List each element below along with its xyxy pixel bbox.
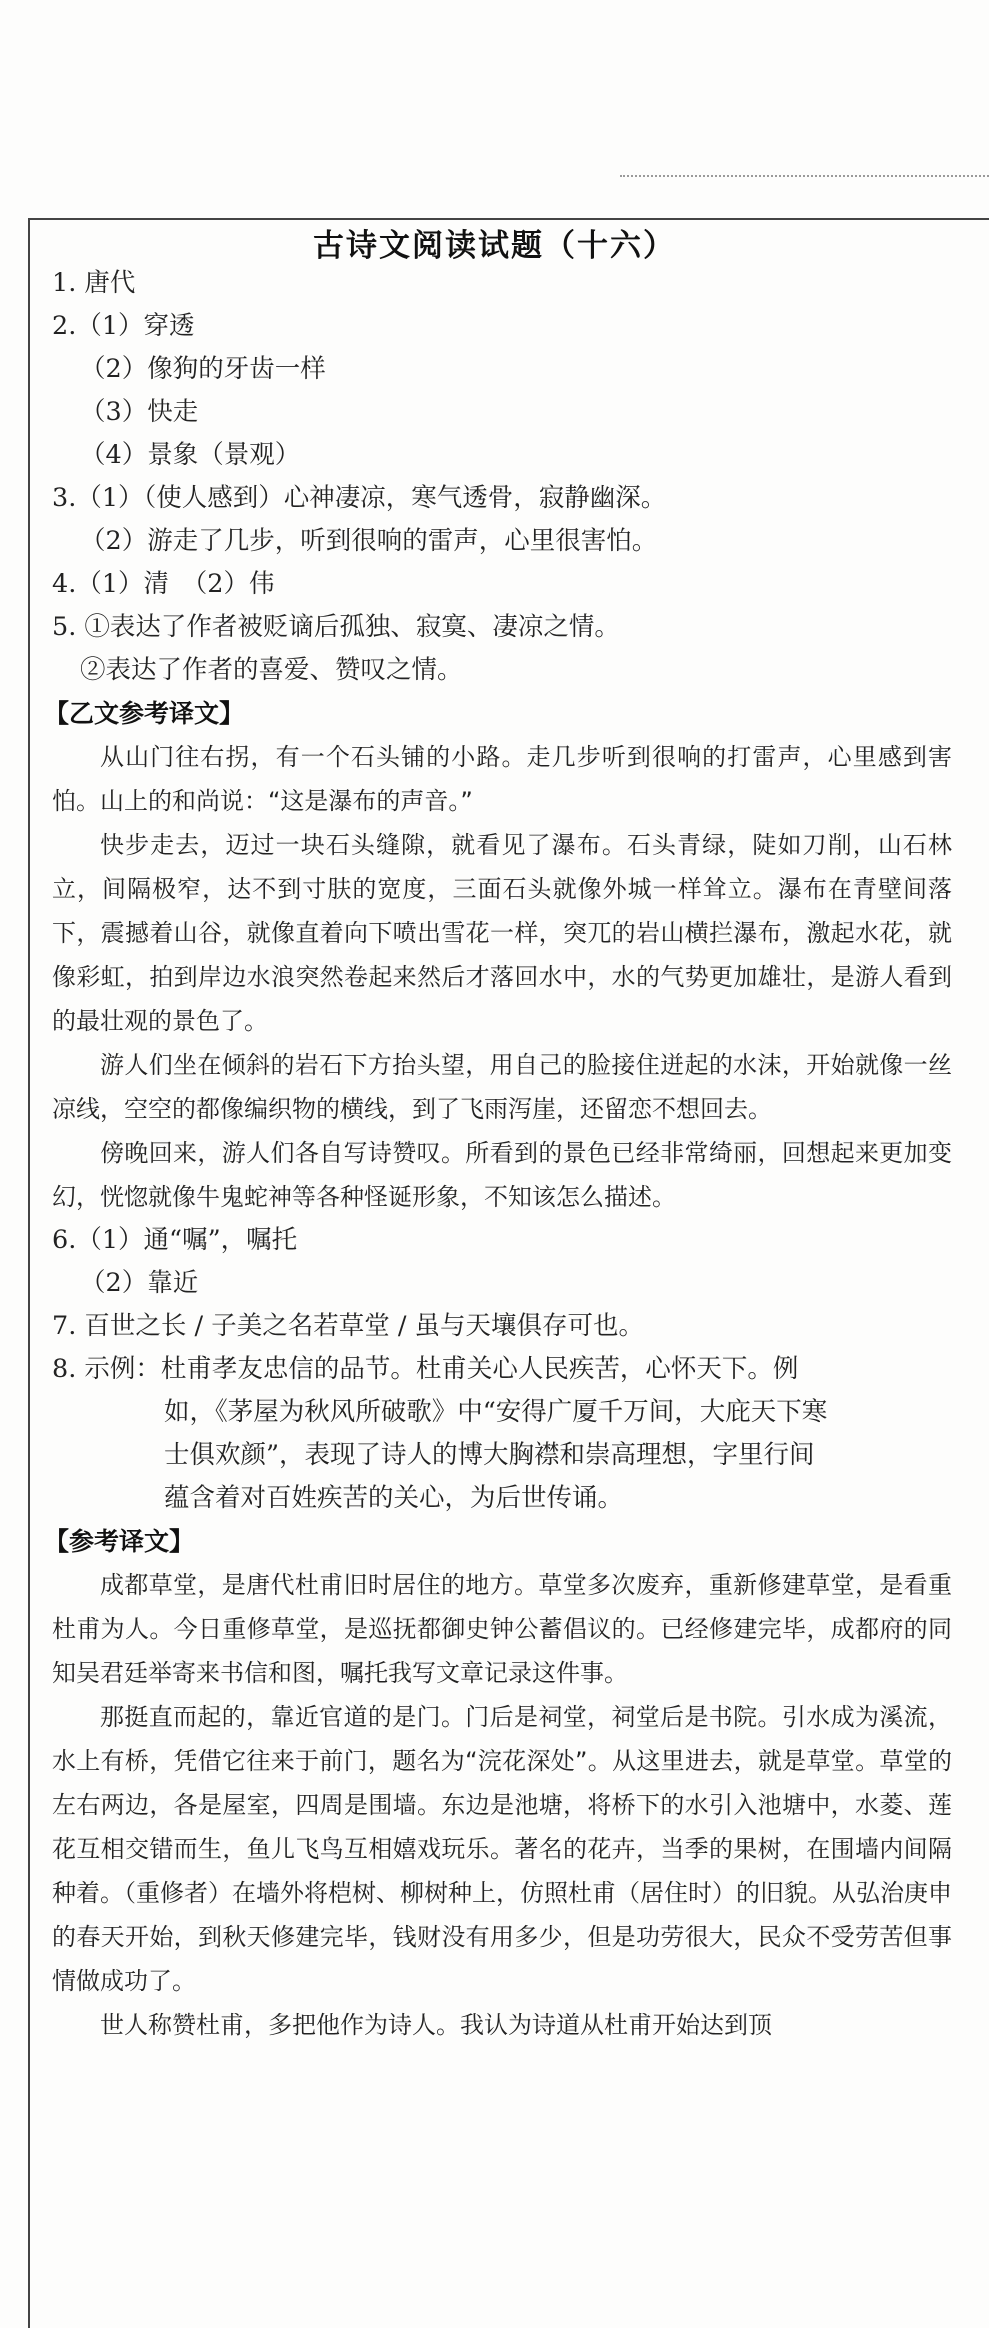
answer-7: 7. 百世之长 / 子美之名若草堂 / 虽与天壤俱存可也。 (52, 1311, 645, 1341)
answer-8-line-2: 如，《茅屋为秋风所破歌》中“安得广厦千万间，大庇天下寒 (164, 1397, 828, 1427)
answer-8-line-3: 士俱欢颜”，表现了诗人的博大胸襟和崇高理想，字里行间 (164, 1440, 815, 1470)
ref-paragraph-3: 世人称赞杜甫，多把他作为诗人。我认为诗道从杜甫开始达到顶 (100, 2011, 772, 2039)
answer-5-2: ②表达了作者的喜爱、赞叹之情。 (80, 655, 463, 685)
answer-6-2: （2）靠近 (80, 1268, 199, 1298)
yi-paragraph-4: 傍晚回来，游人们各自写诗赞叹。所看到的景色已经非常绮丽，回想起来更加变幻，恍惚就像牛鬼蛇神等各种怪诞形象，不知该怎么描述。 (52, 1139, 952, 1211)
answer-3-2: （2）游走了几步，听到很响的雷声，心里很害怕。 (80, 526, 658, 556)
answer-6-1: 6.（1）通“嘱”，嘱托 (52, 1225, 298, 1255)
section-heading-yi: 【乙文参考译文】 (44, 699, 245, 728)
answer-2-4: （4）景象（景观） (80, 440, 301, 470)
answer-2-1: 2.（1）穿透 (52, 311, 195, 341)
answer-3-1: 3.（1）（使人感到）心神凄凉，寒气透骨，寂静幽深。 (52, 483, 667, 513)
answer-2-2: （2）像狗的牙齿一样 (80, 354, 326, 384)
answer-content (44, 262, 952, 2047)
yi-paragraph-1: 从山门往右拐，有一个石头铺的小路。走几步听到很响的打雷声，心里感到害怕。山上的和尚说：“这是瀑布的声音。” (52, 743, 952, 815)
answer-5-1: 5. ①表达了作者被贬谪后孤独、寂寞、凄凉之情。 (52, 612, 620, 642)
answer-8-line-4: 蕴含着对百姓疾苦的关心，为后世传诵。 (164, 1483, 624, 1513)
answer-2-3: （3）快走 (80, 397, 199, 427)
answer-8-line-1: 8. 示例：杜甫孝友忠信的品节。杜甫关心人民疾苦，心怀天下。例 (52, 1354, 799, 1384)
yi-paragraph-2: 快步走去，迈过一块石头缝隙，就看见了瀑布。石头青绿，陡如刀削，山石林立，间隔极窄，达不到寸肤的宽度，三面石头就像外城一样耸立。瀑布在青壁间落下，震撼着山谷，就像直着向下喷出雪花一样，突兀的岩山横拦瀑布，激起水花，就像彩虹，拍到岸边水浪突然卷起来然后才落回水中，水的气势更加雄壮，是游人看到的最壮观的景色了。 (52, 831, 952, 1035)
answer-1: 1. 唐代 (52, 268, 136, 298)
answer-4: 4.（1）清 （2）伟 (52, 569, 275, 599)
top-dotted-rule (620, 175, 989, 177)
yi-paragraph-3: 游人们坐在倾斜的岩石下方抬头望，用自己的脸接住迸起的水沫，开始就像一丝凉线，空空的都像编织物的横线，到了飞雨泻崖，还留恋不想回去。 (52, 1051, 952, 1123)
ref-paragraph-2: 那挺直而起的，靠近官道的是门。门后是祠堂，祠堂后是书院。引水成为溪流，水上有桥，凭借它往来于前门，题名为“浣花深处”。从这里进去，就是草堂。草堂的左右两边，各是屋室，四周是围墙。东边是池塘，将桥下的水引入池塘中，水菱、莲花互相交错而生，鱼儿飞鸟互相嬉戏玩乐。著名的花卉，当季的果树，在围墙内间隔种着。（重修者）在墙外将桤树、柳树种上，仿照杜甫（居住时）的旧貌。从弘治庚申的春天开始，到秋天修建完毕，钱财没有用多少，但是功劳很大，民众不受劳苦但事情做成功了。 (52, 1703, 952, 1995)
page-title: 古诗文阅读试题（十六） (313, 228, 676, 264)
ref-paragraph-1: 成都草堂，是唐代杜甫旧时居住的地方。草堂多次废弃，重新修建草堂，是看重杜甫为人。今日重修草堂，是巡抚都御史钟公蓄倡议的。已经修建完毕，成都府的同知吴君廷举寄来书信和图，嘱托我写文章记录这件事。 (52, 1571, 952, 1687)
section-heading-reference: 【参考译文】 (44, 1527, 195, 1556)
